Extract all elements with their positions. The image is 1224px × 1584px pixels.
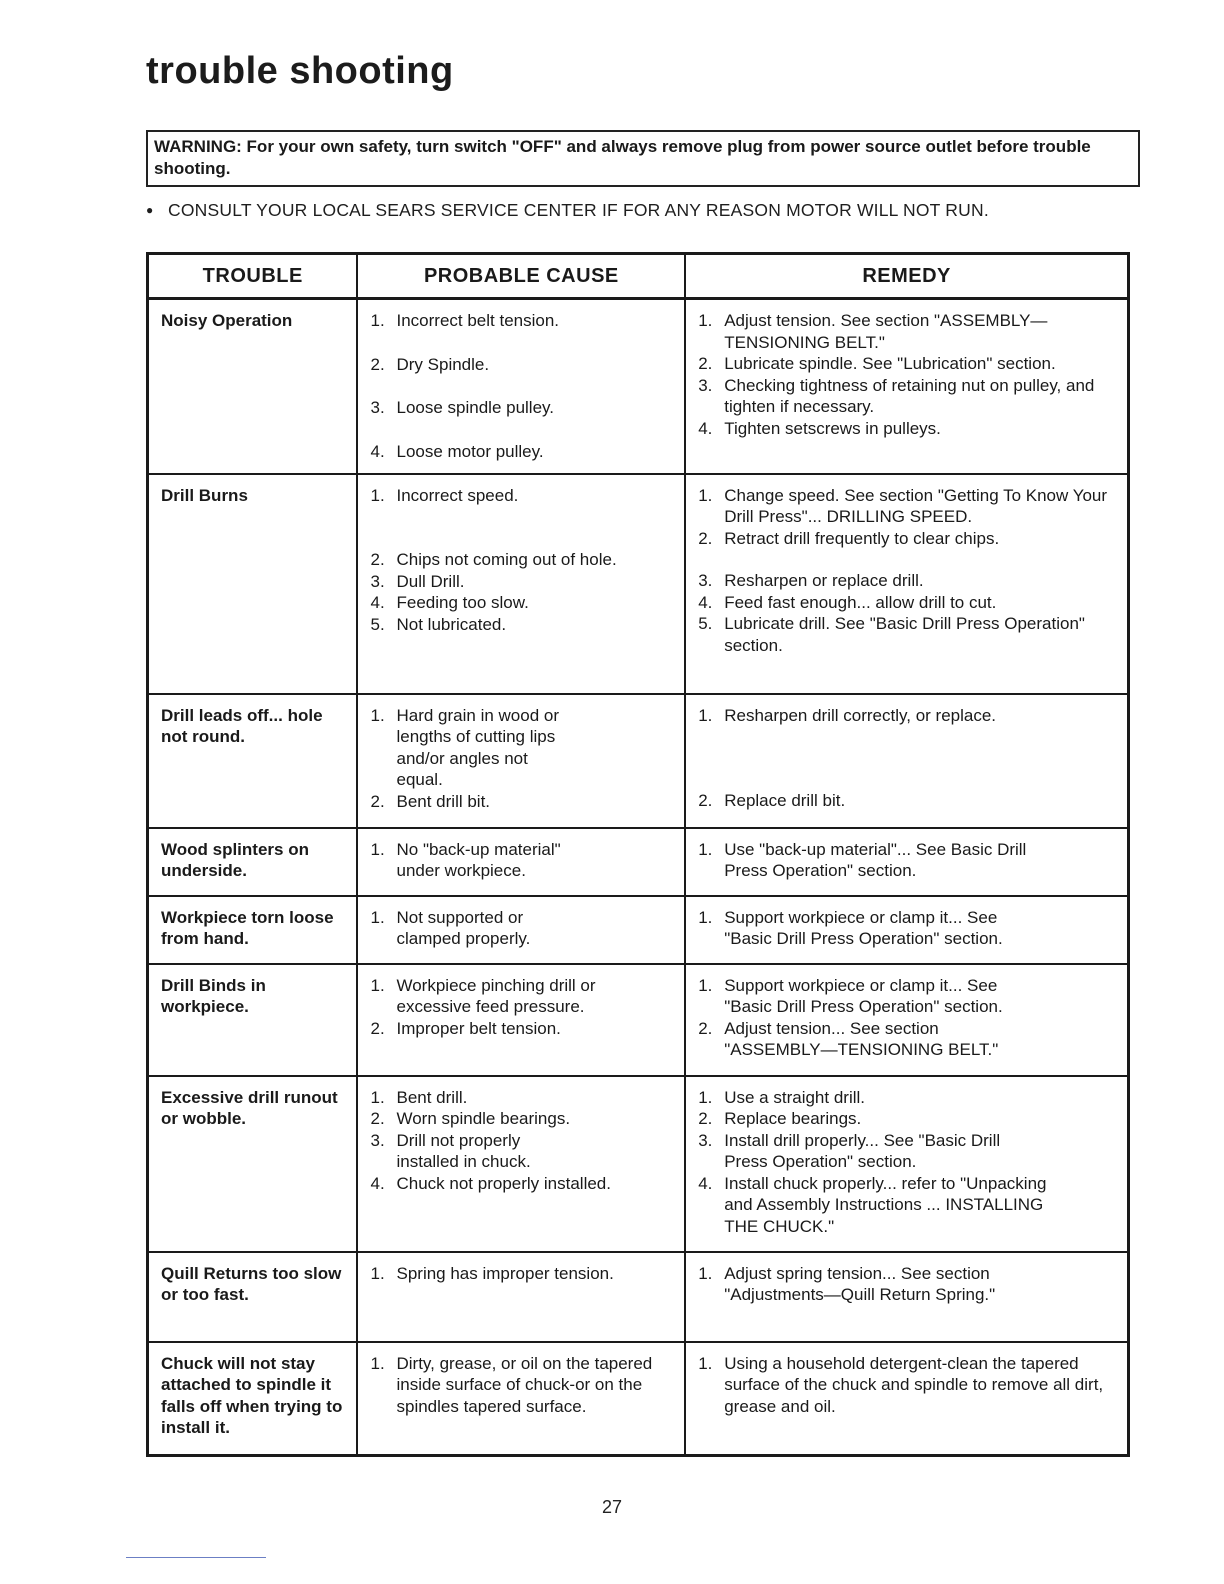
remedy-cell: [685, 828, 1128, 896]
cause-cell: [357, 1252, 685, 1342]
cause-item: 1. Incorrect belt tension.: [370, 311, 560, 330]
remedy-item: 2. Replace bearings.: [698, 1109, 862, 1128]
header-remedy: REMEDY: [685, 254, 1128, 299]
cause-cell: [357, 896, 685, 964]
remedy-item: 1. Using a household detergent-clean the tapered surface of the chuck and spindle to remove all dirt, grease and oil.: [698, 1353, 1104, 1416]
remedy-cell: [685, 896, 1128, 964]
table-row: [148, 896, 1129, 964]
remedy-item: 1. Adjust spring tension... See section "Adjustments—Quill Return Spring.": [698, 1263, 996, 1304]
cause-item: 1. Bent drill.: [370, 1087, 468, 1107]
consult-note: [146, 200, 989, 221]
cause-item: 1. Incorrect speed.: [370, 485, 519, 505]
remedy-item: 4. Install chuck properly... refer to "Unpacking and Assembly Instructions ... INSTALLING THE CHUCK.": [698, 1173, 1047, 1236]
table-row: [148, 1342, 1129, 1456]
footer-divider: [126, 1557, 266, 1558]
trouble-cell: Wood splinters on underside.: [148, 828, 358, 896]
remedy-cell: [685, 474, 1128, 694]
remedy-cell: [685, 299, 1128, 474]
cause-item: 3. Drill not properly installed in chuck.: [370, 1130, 531, 1171]
cause-item: 2. Worn spindle bearings.: [370, 1109, 571, 1128]
table-row: [148, 1076, 1129, 1252]
cause-item: 1. No "back-up material" under workpiece.: [370, 839, 561, 880]
cause-cell: [357, 1076, 685, 1252]
cause-item: 1. Dirty, grease, or oil on the tapered inside surface of chuck-or on the spindles tapered surface.: [370, 1353, 653, 1416]
remedy-item: 1. Adjust tension. See section "ASSEMBLY—TENSIONING BELT.": [698, 311, 1048, 352]
remedy-item: 1. Use "back-up material"... See Basic Drill Press Operation" section.: [698, 839, 1027, 880]
remedy-cell: [685, 964, 1128, 1076]
cause-item: 4. Chuck not properly installed.: [370, 1173, 611, 1193]
table-header-row: [148, 254, 1129, 299]
header-probable-cause: PROBABLE CAUSE: [357, 254, 685, 299]
cause-item: 3. Dull Drill.: [370, 571, 465, 591]
remedy-item: 3. Install drill properly... See "Basic Drill Press Operation" section.: [698, 1130, 1001, 1171]
remedy-item: 2. Replace drill bit.: [698, 791, 846, 810]
cause-item: 2. Bent drill bit.: [370, 791, 491, 811]
warning-box: WARNING: For your own safety, turn switch "OFF" and always remove plug from power source outlet before trouble shooting.: [146, 130, 1140, 187]
cause-item: 4. Feeding too slow.: [370, 593, 529, 612]
table-row: [148, 694, 1129, 828]
cause-item: 3. Loose spindle pulley.: [370, 398, 554, 417]
cause-item: 5. Not lubricated.: [370, 614, 507, 634]
remedy-item: 2. Adjust tension... See section "ASSEMBLY—TENSIONING BELT.": [698, 1018, 999, 1059]
header-trouble: TROUBLE: [148, 254, 358, 299]
remedy-cell: [685, 1076, 1128, 1252]
remedy-item: 5. Lubricate drill. See "Basic Drill Press Operation" section.: [698, 614, 1085, 655]
cause-item: 1. Spring has improper tension.: [370, 1263, 614, 1283]
trouble-cell: Quill Returns too slow or too fast.: [148, 1252, 358, 1342]
cause-item: 1. Not supported or clamped properly.: [370, 907, 531, 948]
cause-item: 1. Workpiece pinching drill or excessive feed pressure.: [370, 975, 596, 1016]
remedy-cell: [685, 694, 1128, 828]
cause-cell: [357, 474, 685, 694]
remedy-item: 2. Retract drill frequently to clear chips.: [698, 528, 1000, 548]
cause-cell: [357, 299, 685, 474]
remedy-item: 1. Support workpiece or clamp it... See "Basic Drill Press Operation" section.: [698, 907, 1003, 948]
remedy-item: 4. Tighten setscrews in pulleys.: [698, 418, 941, 438]
trouble-cell: Noisy Operation: [148, 299, 358, 474]
trouble-cell: Drill leads off... hole not round.: [148, 694, 358, 828]
trouble-cell: Excessive drill runout or wobble.: [148, 1076, 358, 1252]
remedy-item: 1. Use a straight drill.: [698, 1087, 865, 1107]
remedy-item: 4. Feed fast enough... allow drill to cut.: [698, 592, 997, 612]
trouble-cell: Drill Binds in workpiece.: [148, 964, 358, 1076]
cause-item: 2. Chips not coming out of hole.: [370, 550, 617, 569]
cause-item: 2. Dry Spindle.: [370, 354, 490, 374]
table-row: [148, 828, 1129, 896]
troubleshooting-table: [146, 252, 1130, 1457]
remedy-item: 2. Lubricate spindle. See "Lubrication" section.: [698, 354, 1056, 373]
cause-item: 1. Hard grain in wood or lengths of cutting lips and/or angles not equal.: [370, 705, 560, 789]
cause-cell: [357, 828, 685, 896]
remedy-item: 1. Support workpiece or clamp it... See "Basic Drill Press Operation" section.: [698, 975, 1003, 1016]
remedy-item: 3. Checking tightness of retaining nut on pulley, and tighten if necessary.: [698, 375, 1095, 416]
table-row: [148, 1252, 1129, 1342]
page-title: trouble shooting: [146, 50, 454, 92]
consult-text: CONSULT YOUR LOCAL SEARS SERVICE CENTER IF FOR ANY REASON MOTOR WILL NOT RUN.: [168, 200, 989, 220]
remedy-cell: [685, 1252, 1128, 1342]
cause-cell: [357, 964, 685, 1076]
cause-item: 2. Improper belt tension.: [370, 1018, 561, 1038]
trouble-cell: Chuck will not stay attached to spindle it falls off when trying to install it.: [148, 1342, 358, 1456]
trouble-cell: Drill Burns: [148, 474, 358, 694]
remedy-item: 3. Resharpen or replace drill.: [698, 571, 924, 590]
remedy-cell: [685, 1342, 1128, 1456]
cause-cell: [357, 694, 685, 828]
cause-item: 4. Loose motor pulley.: [370, 441, 544, 461]
table-row: [148, 964, 1129, 1076]
table-row: [148, 474, 1129, 694]
bullet-icon: ●: [146, 203, 154, 217]
remedy-item: 1. Resharpen drill correctly, or replace.: [698, 705, 997, 725]
remedy-item: 1. Change speed. See section "Getting To Know Your Drill Press"... DRILLING SPEED.: [698, 485, 1108, 526]
trouble-cell: Workpiece torn loose from hand.: [148, 896, 358, 964]
table-row: [148, 299, 1129, 474]
page-number: 27: [601, 1497, 623, 1517]
cause-cell: [357, 1342, 685, 1456]
